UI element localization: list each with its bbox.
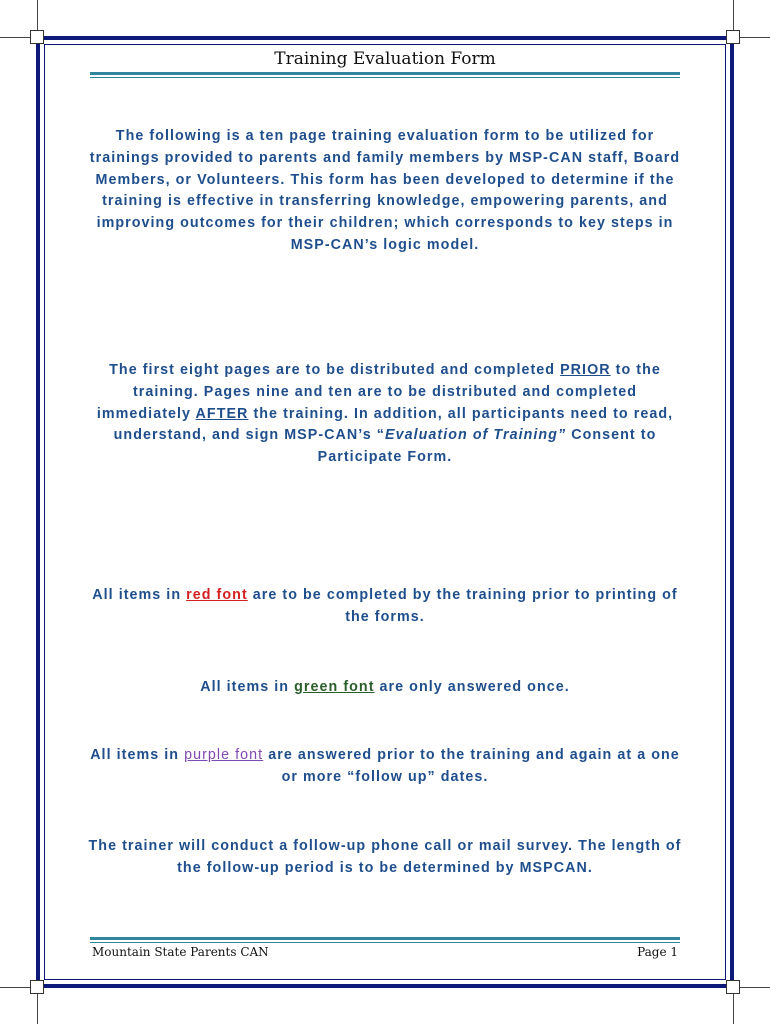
text: The first eight pages are to be distributed and completed (109, 362, 561, 378)
footer-page-number: Page 1 (637, 945, 678, 959)
text: to the training. Pages nine and ten are to be distributed and completed immediately (96, 362, 661, 422)
distribution-paragraph (86, 360, 684, 469)
after-emphasis: AFTER (195, 405, 249, 422)
page-title: Training Evaluation Form (274, 49, 496, 69)
corner-mark (726, 30, 740, 44)
text: All items in (92, 587, 187, 603)
footer-rule (90, 942, 680, 943)
text: are answered prior to the training and again at a one or more “follow up” dates. (263, 747, 680, 785)
header-rule (90, 72, 680, 75)
text: the training. In addition, all participants need to read, understand, and sign MSP-CAN’s “ (113, 405, 674, 444)
text: are to be completed by the training prior to printing of the forms. (247, 587, 678, 625)
text: All items in (90, 747, 185, 763)
red-font-label: red font (186, 587, 248, 603)
corner-mark (30, 30, 44, 44)
header-rule (90, 77, 680, 78)
footer-organization: Mountain State Parents CAN (92, 945, 269, 959)
follow-up-paragraph: The trainer will conduct a follow-up phone call or mail survey. The length of the follow-up period is to be determined by MSPCAN. (88, 838, 682, 876)
corner-mark (726, 980, 740, 994)
text: Consent to Participate Form. (317, 427, 657, 466)
text: All items in (200, 679, 295, 695)
red-font-paragraph (86, 585, 684, 629)
purple-font-paragraph (86, 745, 684, 789)
evaluation-title: Evaluation of Training” (385, 427, 567, 444)
text: are only answered once. (374, 679, 570, 695)
purple-font-label: purple font (184, 747, 264, 763)
corner-mark (30, 980, 44, 994)
prior-emphasis: PRIOR (560, 362, 611, 378)
green-font-paragraph (86, 677, 684, 699)
intro-paragraph: The following is a ten page training evaluation form to be utilized for trainings provided to parents and family members by MSP-CAN staff, Board Members, or Volunteers. This form has been developed to determine if the training is effective in transferring knowledge, empowering parents, and improving outcomes for their children; which corresponds to key steps in MSP-CAN’s logic model. (89, 128, 681, 253)
green-font-label: green font (294, 679, 375, 695)
footer-rule (90, 937, 680, 940)
